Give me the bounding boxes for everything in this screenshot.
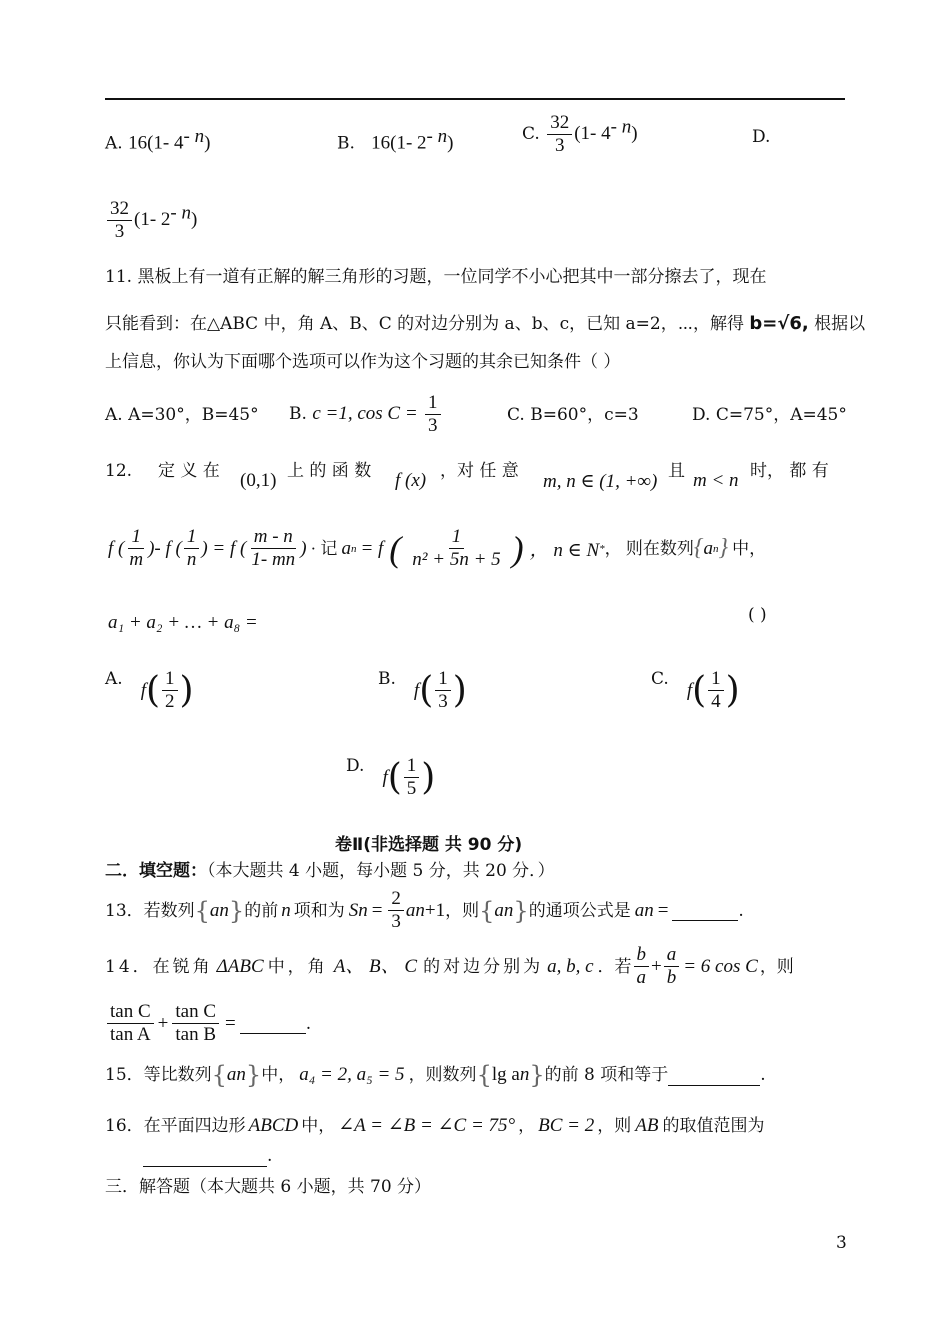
- q10-option-a: A. 16(1- $4^{- n}$): [105, 126, 211, 154]
- q12-fx: f (x): [395, 470, 427, 491]
- q10-option-b: B. 16(1- $2^{- n}$): [337, 126, 454, 154]
- q12-text4: 且: [668, 461, 685, 481]
- q12-condition: m, n ∈ (1, +∞): [543, 471, 658, 492]
- section3-title: 三．解答题（本大题共 6 小题，共 70 分）: [105, 1177, 432, 1197]
- q12-option-d: D. f ( $\frac{1}{5}$ ): [346, 755, 436, 799]
- q12-text3: ，对 任 意: [440, 461, 519, 481]
- q11-line2: 只能看到：在△ABC 中，角 A、B、C 的对边分别为 a、b、c，已知 a=2，⋯，解得 b=√6, 根据以: [105, 313, 866, 334]
- q12-sum: a₁ + a₂ + … + a₈ =: [108, 612, 258, 633]
- q12-number: 12.: [105, 461, 133, 481]
- q12-option-a: A. f ( $\frac{1}{2}$ ): [105, 668, 194, 712]
- q12-option-b: B. f ( $\frac{1}{3}$ ): [378, 668, 467, 712]
- q12-equation: f ( $\frac{1}{m}$ )- f ( $\frac{1}{n}$ ) = f ( $\frac{m - n}{1- mn}$ ) · 记 a n = f ( $\frac{1}{\text{n² + 5n + 5}}$ ) ， n ∈ N * ， 则在数列 { a n } 中，: [108, 526, 767, 570]
- q12-condition2: m < n: [693, 470, 739, 491]
- q12-text5: 时， 都 有: [750, 461, 829, 481]
- q10-option-d-label: D.: [752, 127, 771, 147]
- q13: 13．若数列 { a n } 的前 n 项和为 S n = $\frac{2}{3}$ a n +1 ，则 { a n } 的通项公式是 a n = .: [105, 888, 744, 932]
- q10-option-d-expr: $\frac{32}{3}$ (1- $2^{- n}$): [105, 198, 197, 243]
- q12-text1: 定 义 在: [158, 461, 220, 481]
- q10-option-c: C. $\frac{32}{3}$ (1- $4^{- n}$): [522, 112, 638, 156]
- q16-line2: .: [143, 1145, 272, 1167]
- q11-option-a: A. A=30°，B=45°: [105, 405, 259, 425]
- q14-line1: 14．在锐角 ΔABC 中，角 A、 B、 C 的对边分别为 a, b, c ．若 $\frac{b}{a}$ + $\frac{a}{b}$ = 6 cos C ，则: [105, 944, 794, 988]
- q11-line3: 上信息，你认为下面哪个选项可以作为这个习题的其余已知条件（ ）: [105, 352, 621, 372]
- q11-option-d: D. C=75°，A=45°: [692, 405, 847, 425]
- section2-title: 卷Ⅱ(非选择题 共 90 分): [335, 835, 523, 855]
- q15: 15．等比数列 { a n } 中， a₄ = 2, a₅ = 5 ，则数列 { lg a n } 的前 8 项和等于 .: [105, 1061, 766, 1089]
- q12-text2: 上 的 函 数: [287, 461, 372, 481]
- fill-in-heading: 二．填空题：（本大题共 4 小题，每小题 5 分，共 20 分．）: [105, 861, 555, 881]
- header-rule: [105, 98, 845, 100]
- handwritten-answer: b=√6,: [749, 313, 809, 334]
- q12-answer-paren: ( ): [748, 605, 767, 625]
- q11-option-c: C. B=60°，c=3: [507, 405, 639, 425]
- q11-option-b: B. c =1, cos C = $\frac{1}{3}$: [289, 392, 443, 437]
- q12-option-c: C. f ( $\frac{1}{4}$ ): [651, 668, 740, 712]
- q14-line2: $\frac{\text{tan C}}{\text{tan A}}$ + $\frac{\text{tan C}}{\text{tan B}}$ = .: [105, 1001, 311, 1046]
- q11-line1: 11. 黑板上有一道有正解的解三角形的习题，一位同学不小心把其中一部分擦去了，现在: [105, 267, 767, 287]
- page-number: 3: [836, 1233, 847, 1253]
- q12-domain: (0,1): [240, 470, 277, 491]
- q16-line1: 16．在平面四边形 ABCD 中， ∠A = ∠B = ∠C = 75° ， BC = 2 ，则 AB 的取值范围为: [105, 1115, 765, 1136]
